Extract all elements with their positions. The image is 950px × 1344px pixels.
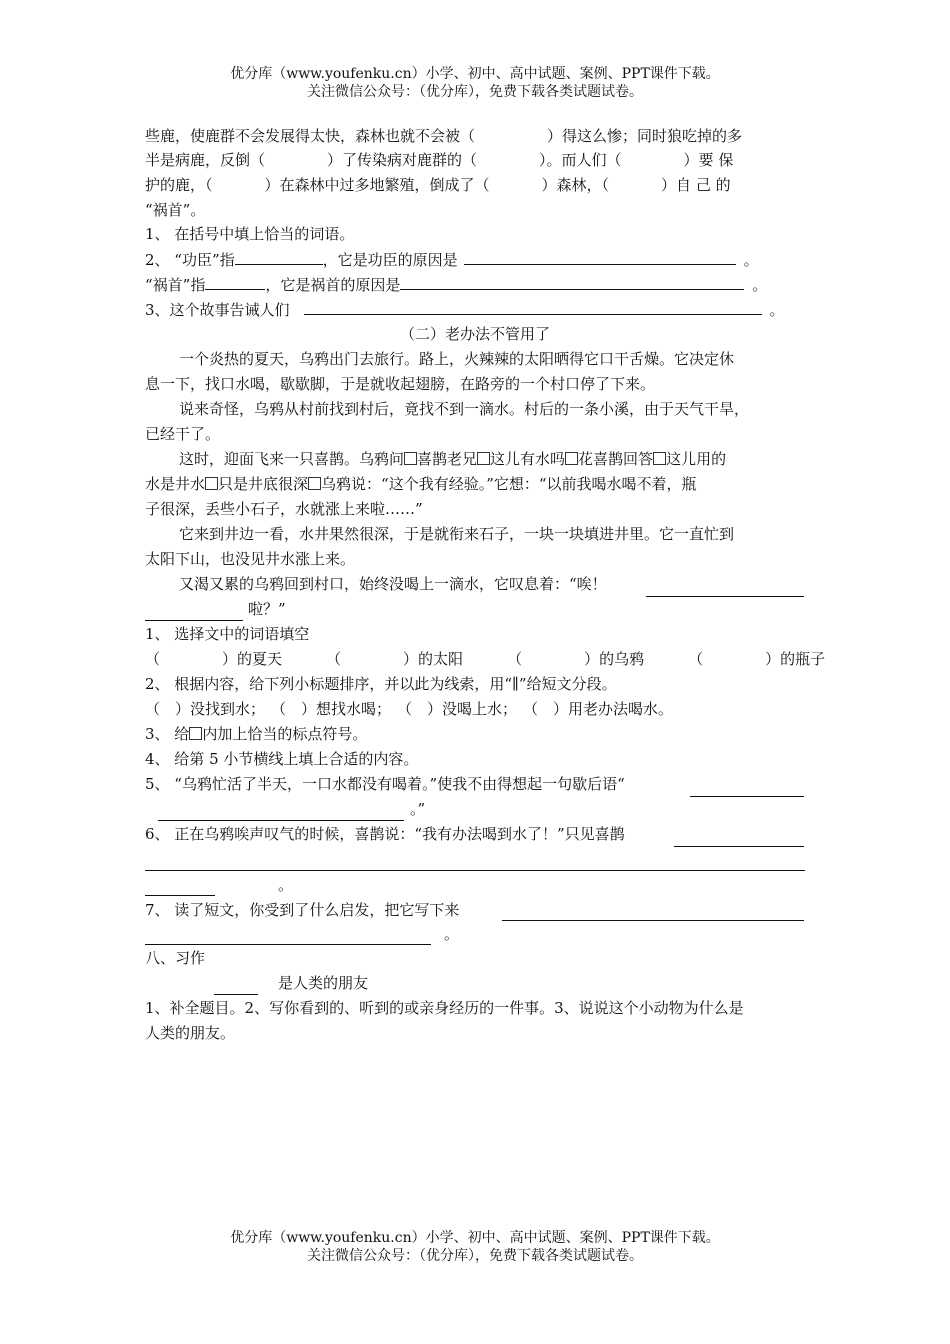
answer-blank[interactable] xyxy=(646,596,804,597)
answer-blank[interactable] xyxy=(502,920,804,921)
passage1-line-1: 些鹿，使鹿群不会发展得太快，森林也就不会被（ ）得这么惨；同时狼吃掉的多 xyxy=(145,127,743,145)
punctuation-box[interactable] xyxy=(205,477,218,490)
punctuation-box[interactable] xyxy=(308,477,321,490)
header-line-2: 关注微信公众号：（优分库），免费下载各类试题试卷。 xyxy=(307,84,643,100)
punctuation-box[interactable] xyxy=(565,452,578,465)
passage2-p1-line1: 一个炎热的夏天，乌鸦出门去旅行。路上，火辣辣的太阳晒得它口干舌燥。它决定休 xyxy=(179,350,735,368)
question-1-2b: “祸首”指 ，它是祸首的原因是 。 xyxy=(145,272,805,296)
passage2-p3-line1: 这时，迎面飞来一只喜鹊。乌鸦问 喜鹊老兄 这儿有水吗 花喜鹊回答 这儿用的 xyxy=(179,450,727,468)
question-2-6: 6、 正在乌鸦唉声叹气的时候，喜鹊说：“我有办法喝到水了！”只见喜鹊 xyxy=(145,825,625,843)
question-2-5-end: 。” xyxy=(410,800,426,818)
passage1-line-2: 半是病鹿，反倒（ ）了传染病对鹿群的（ ）。而人们（ ）要 保 xyxy=(145,151,734,169)
question-1-3: 3、这个故事告诫人们 。 xyxy=(145,297,805,321)
passage2-p4-line1: 它来到井边一看，水井果然很深，于是就衔来石子，一块一块填进井里。它一直忙到 xyxy=(179,525,735,543)
passage2-p2-line1: 说来奇怪，乌鸦从村前找到村后，竟找不到一滴水。村后的一条小溪，由于天气干旱， xyxy=(179,400,750,418)
question-2-3: 3、 给 内加上恰当的标点符号。 xyxy=(145,725,368,743)
question-1-1: 1、 在括号中填上恰当的词语。 xyxy=(145,225,355,243)
answer-blank[interactable] xyxy=(400,272,744,290)
footer-line-1: 优分库（www.youfenku.cn）小学、初中、高中试题、案例、PPT课件下载。 xyxy=(230,1230,720,1246)
question-2-2-options: （ ）没找到水； （ ）想找水喝； （ ）没喝上水； （ ）用老办法喝水。 xyxy=(145,700,674,718)
answer-blank[interactable] xyxy=(304,297,762,315)
composition-title: 是人类的朋友 xyxy=(278,974,369,992)
composition-requirements-2: 人类的朋友。 xyxy=(145,1024,236,1042)
passage2-p5-line1: 又渴又累的乌鸦回到村口，始终没喝上一滴水，它叹息着：“唉！ xyxy=(179,575,607,593)
question-2-5: 5、 “乌鸦忙活了半天，一口水都没有喝着。”使我不由得想起一句歇后语“ xyxy=(145,775,625,793)
question-2-1-fill: （ ）的夏天 （ ）的太阳 （ ）的乌鸦 （ ）的瓶子 xyxy=(145,650,826,668)
question-2-6-end: 。 xyxy=(278,876,294,894)
answer-blank[interactable] xyxy=(158,820,404,821)
passage2-p4-line2: 太阳下山，也没见井水涨上来。 xyxy=(145,550,356,568)
question-2-2: 2、 根据内容，给下列小标题排序，并以此为线索，用“∥”给短文分段。 xyxy=(145,675,617,693)
passage1-line-3: 护的鹿，（ ）在森林中过多地繁殖，倒成了（ ）森林，（ ）自 己 的 xyxy=(145,176,731,194)
answer-blank[interactable] xyxy=(464,247,736,265)
question-2-7: 7、 读了短文，你受到了什么启发，把它写下来 xyxy=(145,901,460,919)
answer-blank[interactable] xyxy=(145,620,243,621)
question-1-2: 2、 “功臣”指 ，它是功臣的原因是 。 xyxy=(145,247,805,271)
passage2-p1-line2: 息一下，找口水喝，歇歇脚，于是就收起翅膀，在路旁的一个村口停了下来。 xyxy=(145,375,656,393)
composition-requirements-1: 1、补全题目。2、写你看到的、听到的或亲身经历的一件事。3、说说这个小动物为什么是 xyxy=(145,999,744,1017)
punctuation-box[interactable] xyxy=(477,452,490,465)
footer-line-2: 关注微信公众号：（优分库），免费下载各类试题试卷。 xyxy=(307,1248,643,1264)
passage2-p3-line3: 子很深，丢些小石子，水就涨上来啦……” xyxy=(145,500,423,518)
answer-blank[interactable] xyxy=(235,247,323,265)
question-2-1: 1、 选择文中的词语填空 xyxy=(145,625,310,643)
question-2-7-end: 。 xyxy=(444,925,460,943)
answer-blank[interactable] xyxy=(145,870,805,871)
passage2-title: （二）老办法不管用了 xyxy=(399,325,550,343)
punctuation-box[interactable] xyxy=(653,452,666,465)
passage2-p5-line2: 啦？” xyxy=(248,600,286,618)
question-2-4: 4、 给第 5 小节横线上填上合适的内容。 xyxy=(145,750,419,768)
answer-blank[interactable] xyxy=(214,994,258,995)
passage2-p2-line2: 已经干了。 xyxy=(145,425,221,443)
composition-heading: 八、习作 xyxy=(145,949,206,967)
answer-blank[interactable] xyxy=(674,846,804,847)
punctuation-box[interactable] xyxy=(404,452,417,465)
answer-blank[interactable] xyxy=(205,272,265,290)
answer-blank[interactable] xyxy=(145,944,431,945)
passage2-p3-line2: 水是井水 只是井底很深 乌鸦说：“这个我有经验。”它想：“以前我喝水喝不着，瓶 xyxy=(145,475,697,493)
punctuation-box-icon xyxy=(189,727,202,740)
answer-blank[interactable] xyxy=(145,895,215,896)
header-line-1: 优分库（www.youfenku.cn）小学、初中、高中试题、案例、PPT课件下载。 xyxy=(230,66,720,82)
passage1-line-4: “祸首”。 xyxy=(145,201,206,219)
answer-blank[interactable] xyxy=(690,796,804,797)
